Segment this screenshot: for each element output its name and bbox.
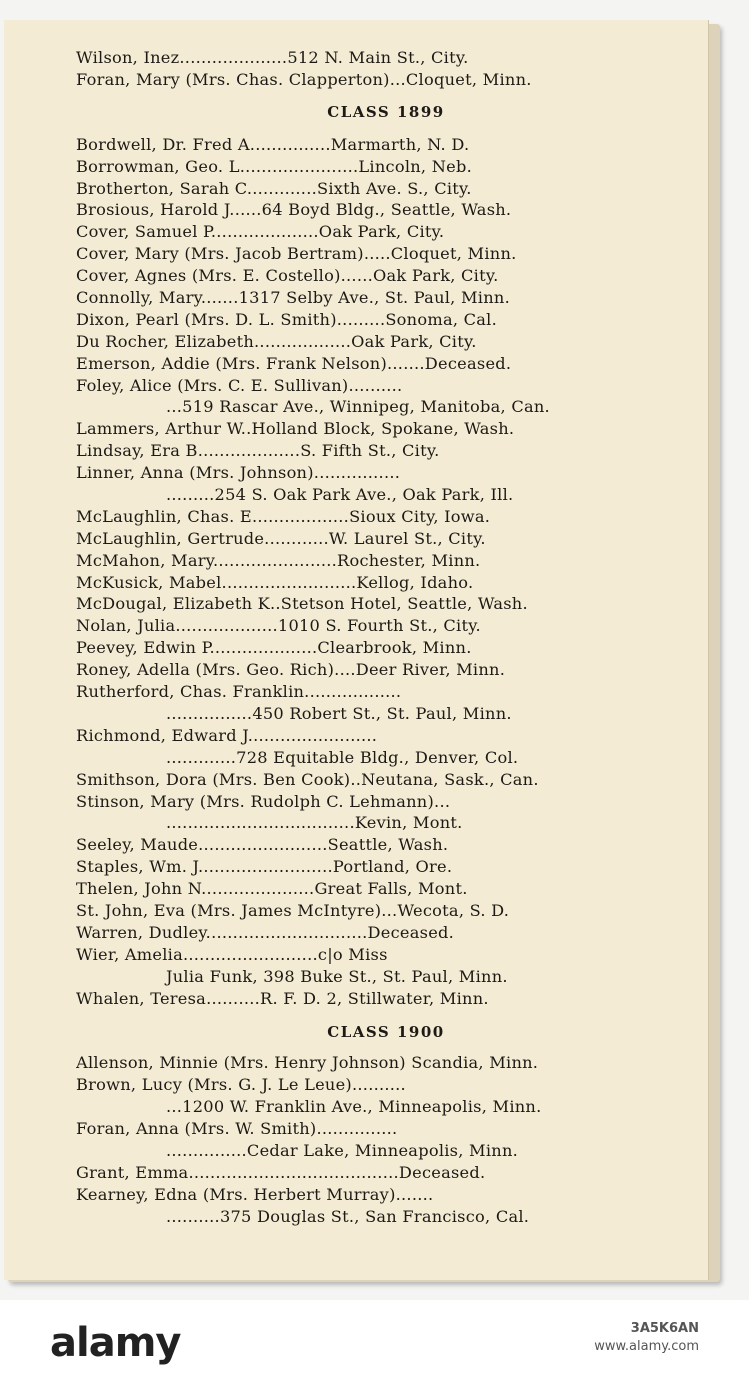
entry-line: Linner, Anna (Mrs. Johnson)................ (76, 463, 401, 483)
entry-line: Cover, Mary (Mrs. Jacob Bertram).....Cloquet, Minn. (76, 244, 517, 264)
entry-line: Seeley, Maude........................Seattle, Wash. (76, 835, 449, 855)
alumni-directory-text (76, 47, 672, 1228)
entry-line: Brotherton, Sarah C.............Sixth Ave. S., City. (76, 178, 472, 198)
entry-line: Staples, Wm. J.........................Portland, Ore. (76, 857, 453, 877)
entry-line: McLaughlin, Gertrude............W. Laurel St., City. (76, 528, 486, 548)
entry-line: Roney, Adella (Mrs. Geo. Rich)....Deer River, Minn. (76, 660, 506, 680)
entry-line: Connolly, Mary.......1317 Selby Ave., St. Paul, Minn. (76, 288, 510, 308)
entry-line: McKusick, Mabel.........................Kellog, Idaho. (76, 572, 474, 592)
entry-line: McLaughlin, Chas. E..................Sioux City, Iowa. (76, 506, 491, 526)
entry-continuation-line: ...............Cedar Lake, Minneapolis, Minn. (166, 1140, 519, 1160)
entry-line: Stinson, Mary (Mrs. Rudolph C. Lehmann)... (76, 791, 451, 811)
entry-continuation-line: ..........375 Douglas St., San Francisco, Cal. (166, 1206, 530, 1226)
entry-line: Brosious, Harold J......64 Boyd Bldg., Seattle, Wash. (76, 200, 512, 220)
entry-continuation-line: ................450 Robert St., St. Paul, Minn. (166, 703, 512, 723)
entry-continuation-line: Julia Funk, 398 Buke St., St. Paul, Minn. (166, 966, 508, 986)
entry-line: Thelen, John N.....................Great Falls, Mont. (76, 879, 468, 899)
class-1900-heading: CLASS 1900 (327, 1023, 445, 1042)
alamy-logo: alamy (50, 1320, 181, 1366)
entry-line: Lammers, Arthur W..Holland Block, Spokane, Wash. (76, 419, 515, 439)
stock-image-id: 3A5K6AN (630, 1321, 699, 1336)
entry-continuation-line: ...................................Kevin, Mont. (166, 813, 463, 833)
entry-continuation-line: ...519 Rascar Ave., Winnipeg, Manitoba, Can. (166, 397, 550, 417)
entry-line: Wilson, Inez....................512 N. Main St., City. (76, 48, 469, 67)
entry-line: Dixon, Pearl (Mrs. D. L. Smith).........Sonoma, Cal. (76, 309, 497, 329)
entry-line: Bordwell, Dr. Fred A...............Marmarth, N. D. (76, 134, 470, 154)
entry-line: Peevey, Edwin P....................Clearbrook, Minn. (76, 638, 472, 658)
entry-line: McMahon, Mary.......................Rochester, Minn. (76, 550, 481, 570)
class-1899-heading: CLASS 1899 (327, 102, 445, 121)
entry-line: Foran, Mary (Mrs. Chas. Clapperton)...Cloquet, Minn. (76, 69, 532, 89)
entry-line: Allenson, Minnie (Mrs. Henry Johnson) Scandia, Minn. (76, 1053, 539, 1073)
entry-line: Rutherford, Chas. Franklin.................. (76, 682, 402, 702)
entry-line: St. John, Eva (Mrs. James McIntyre)...Wecota, S. D. (76, 900, 510, 920)
entry-line: Kearney, Edna (Mrs. Herbert Murray)....... (76, 1184, 434, 1204)
entry-line: Warren, Dudley..............................Deceased. (76, 922, 455, 942)
stock-site-url: www.alamy.com (594, 1339, 699, 1354)
entry-line: Wier, Amelia.........................c|o Miss (76, 944, 388, 964)
entry-line: Emerson, Addie (Mrs. Frank Nelson).......Deceased. (76, 353, 512, 373)
entry-line: Richmond, Edward J........................ (76, 725, 378, 745)
entry-line: Cover, Samuel P....................Oak Park, City. (76, 222, 445, 242)
entry-line: Whalen, Teresa..........R. F. D. 2, Stillwater, Minn. (76, 988, 489, 1008)
entry-line: Brown, Lucy (Mrs. G. J. Le Leue).......... (76, 1075, 406, 1095)
entry-line: Cover, Agnes (Mrs. E. Costello)......Oak Park, City. (76, 266, 499, 286)
stock-image-info (594, 1320, 699, 1356)
entry-line: Grant, Emma.......................................Deceased. (76, 1162, 486, 1182)
entry-line: Lindsay, Era B...................S. Fifth St., City. (76, 441, 440, 461)
entry-continuation-line: .........254 S. Oak Park Ave., Oak Park, Ill. (166, 485, 514, 505)
entry-continuation-line: ...1200 W. Franklin Ave., Minneapolis, Minn. (166, 1097, 542, 1117)
entry-line: Nolan, Julia...................1010 S. Fourth St., City. (76, 616, 481, 636)
entry-line: Smithson, Dora (Mrs. Ben Cook)..Neutana, Sask., Can. (76, 769, 539, 789)
entry-line: McDougal, Elizabeth K..Stetson Hotel, Seattle, Wash. (76, 594, 528, 614)
entry-line: Borrowman, Geo. L......................Lincoln, Neb. (76, 156, 472, 176)
entry-line: Du Rocher, Elizabeth..................Oak Park, City. (76, 331, 477, 351)
entry-line: Foran, Anna (Mrs. W. Smith)............... (76, 1119, 398, 1139)
entry-line: Foley, Alice (Mrs. C. E. Sullivan).......... (76, 375, 403, 395)
entry-continuation-line: .............728 Equitable Bldg., Denver, Col. (166, 747, 519, 767)
